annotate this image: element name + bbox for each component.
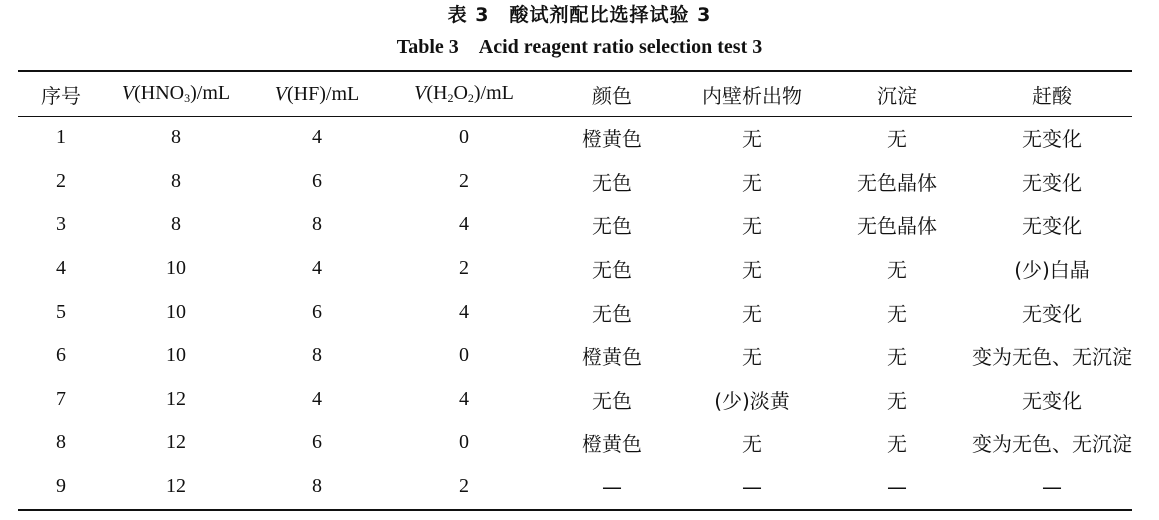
cell-hno3: 12	[166, 431, 186, 454]
cell-precip: 无	[887, 258, 907, 283]
table-header-row	[18, 72, 1132, 116]
cell-hno3: 10	[166, 300, 186, 323]
header-index: 序号	[41, 83, 81, 108]
cell-drive: 变为无色、无沉淀	[972, 345, 1132, 370]
cell-wall: 无	[742, 345, 762, 370]
header-hf-volume: V(HF)/mL	[274, 82, 360, 105]
cell-color: 无色	[592, 170, 632, 195]
cell-precip: 无	[887, 432, 907, 457]
cell-index: 7	[56, 387, 66, 410]
cell-wall: 无	[742, 170, 762, 195]
cell-color: 无色	[592, 214, 632, 239]
cell-wall: 无	[742, 258, 762, 283]
cell-wall: —	[742, 474, 762, 499]
cell-hno3: 8	[171, 213, 181, 236]
cell-wall: 无	[742, 127, 762, 152]
header-precipitation: 沉淀	[877, 83, 917, 108]
cell-color: 无色	[592, 388, 632, 413]
cell-color: 橙黄色	[582, 345, 642, 370]
cell-h2o2: 0	[459, 344, 469, 367]
cell-hf: 4	[312, 387, 322, 410]
cell-color: 无色	[592, 258, 632, 283]
cell-hno3: 12	[166, 387, 186, 410]
cell-index: 1	[56, 126, 66, 149]
header-acid-removal: 赶酸	[1032, 83, 1072, 108]
cell-hno3: 8	[171, 126, 181, 149]
cell-hno3: 10	[166, 257, 186, 280]
cell-h2o2: 4	[459, 387, 469, 410]
cell-hf: 4	[312, 126, 322, 149]
table-caption-chinese: 表 3 酸试剂配比选择试验 3	[447, 4, 712, 26]
table-row	[18, 203, 1132, 247]
cell-h2o2: 2	[459, 257, 469, 280]
cell-precip: 无色晶体	[857, 214, 937, 239]
cell-hno3: 12	[166, 475, 186, 498]
table-row	[18, 290, 1132, 334]
table-caption-english: Table 3 Acid reagent ratio selection test 3	[396, 36, 763, 58]
table-row	[18, 116, 1132, 160]
cell-hf: 6	[312, 431, 322, 454]
cell-precip: 无色晶体	[857, 170, 937, 195]
table-row	[18, 160, 1132, 204]
cell-precip: 无	[887, 345, 907, 370]
table-row	[18, 334, 1132, 378]
cell-hno3: 8	[171, 169, 181, 192]
cell-wall: 无	[742, 214, 762, 239]
cell-wall: 无	[742, 301, 762, 326]
cell-color: —	[602, 474, 622, 499]
cell-precip: 无	[887, 301, 907, 326]
cell-wall: (少)淡黄	[714, 388, 790, 413]
header-color: 颜色	[592, 83, 632, 108]
cell-index: 4	[56, 257, 66, 280]
cell-drive: 无变化	[1022, 170, 1082, 195]
cell-color: 无色	[592, 301, 632, 326]
cell-drive: —	[1042, 474, 1062, 499]
cell-drive: 无变化	[1022, 214, 1082, 239]
table-row	[18, 378, 1132, 422]
cell-h2o2: 2	[459, 169, 469, 192]
cell-hf: 6	[312, 169, 322, 192]
cell-drive: (少)白晶	[1014, 258, 1090, 283]
table-row	[18, 247, 1132, 291]
cell-index: 5	[56, 300, 66, 323]
table-row	[18, 465, 1132, 509]
cell-hf: 8	[312, 344, 322, 367]
cell-index: 3	[56, 213, 66, 236]
cell-color: 橙黄色	[582, 127, 642, 152]
header-h2o2-volume: $V(H_2O_2)/mL$	[414, 82, 514, 105]
cell-precip: 无	[887, 127, 907, 152]
cell-index: 8	[56, 431, 66, 454]
cell-index: 9	[56, 475, 66, 498]
cell-hf: 8	[312, 475, 322, 498]
cell-precip: —	[887, 474, 907, 499]
cell-h2o2: 2	[459, 475, 469, 498]
cell-drive: 无变化	[1022, 127, 1082, 152]
cell-h2o2: 4	[459, 300, 469, 323]
cell-wall: 无	[742, 432, 762, 457]
table-row	[18, 421, 1132, 465]
table-bottom-rule	[18, 509, 1132, 511]
cell-drive: 无变化	[1022, 301, 1082, 326]
acid-ratio-table	[18, 72, 1132, 508]
cell-drive: 无变化	[1022, 388, 1082, 413]
header-wall-precipitate: 内壁析出物	[702, 83, 802, 108]
cell-precip: 无	[887, 388, 907, 413]
cell-h2o2: 4	[459, 213, 469, 236]
cell-color: 橙黄色	[582, 432, 642, 457]
cell-hf: 8	[312, 213, 322, 236]
cell-hno3: 10	[166, 344, 186, 367]
cell-drive: 变为无色、无沉淀	[972, 432, 1132, 457]
cell-h2o2: 0	[459, 126, 469, 149]
cell-hf: 4	[312, 257, 322, 280]
cell-h2o2: 0	[459, 431, 469, 454]
cell-hf: 6	[312, 300, 322, 323]
cell-index: 2	[56, 169, 66, 192]
header-hno3-volume: $V(HNO_3)/mL$	[121, 82, 231, 105]
cell-index: 6	[56, 344, 66, 367]
